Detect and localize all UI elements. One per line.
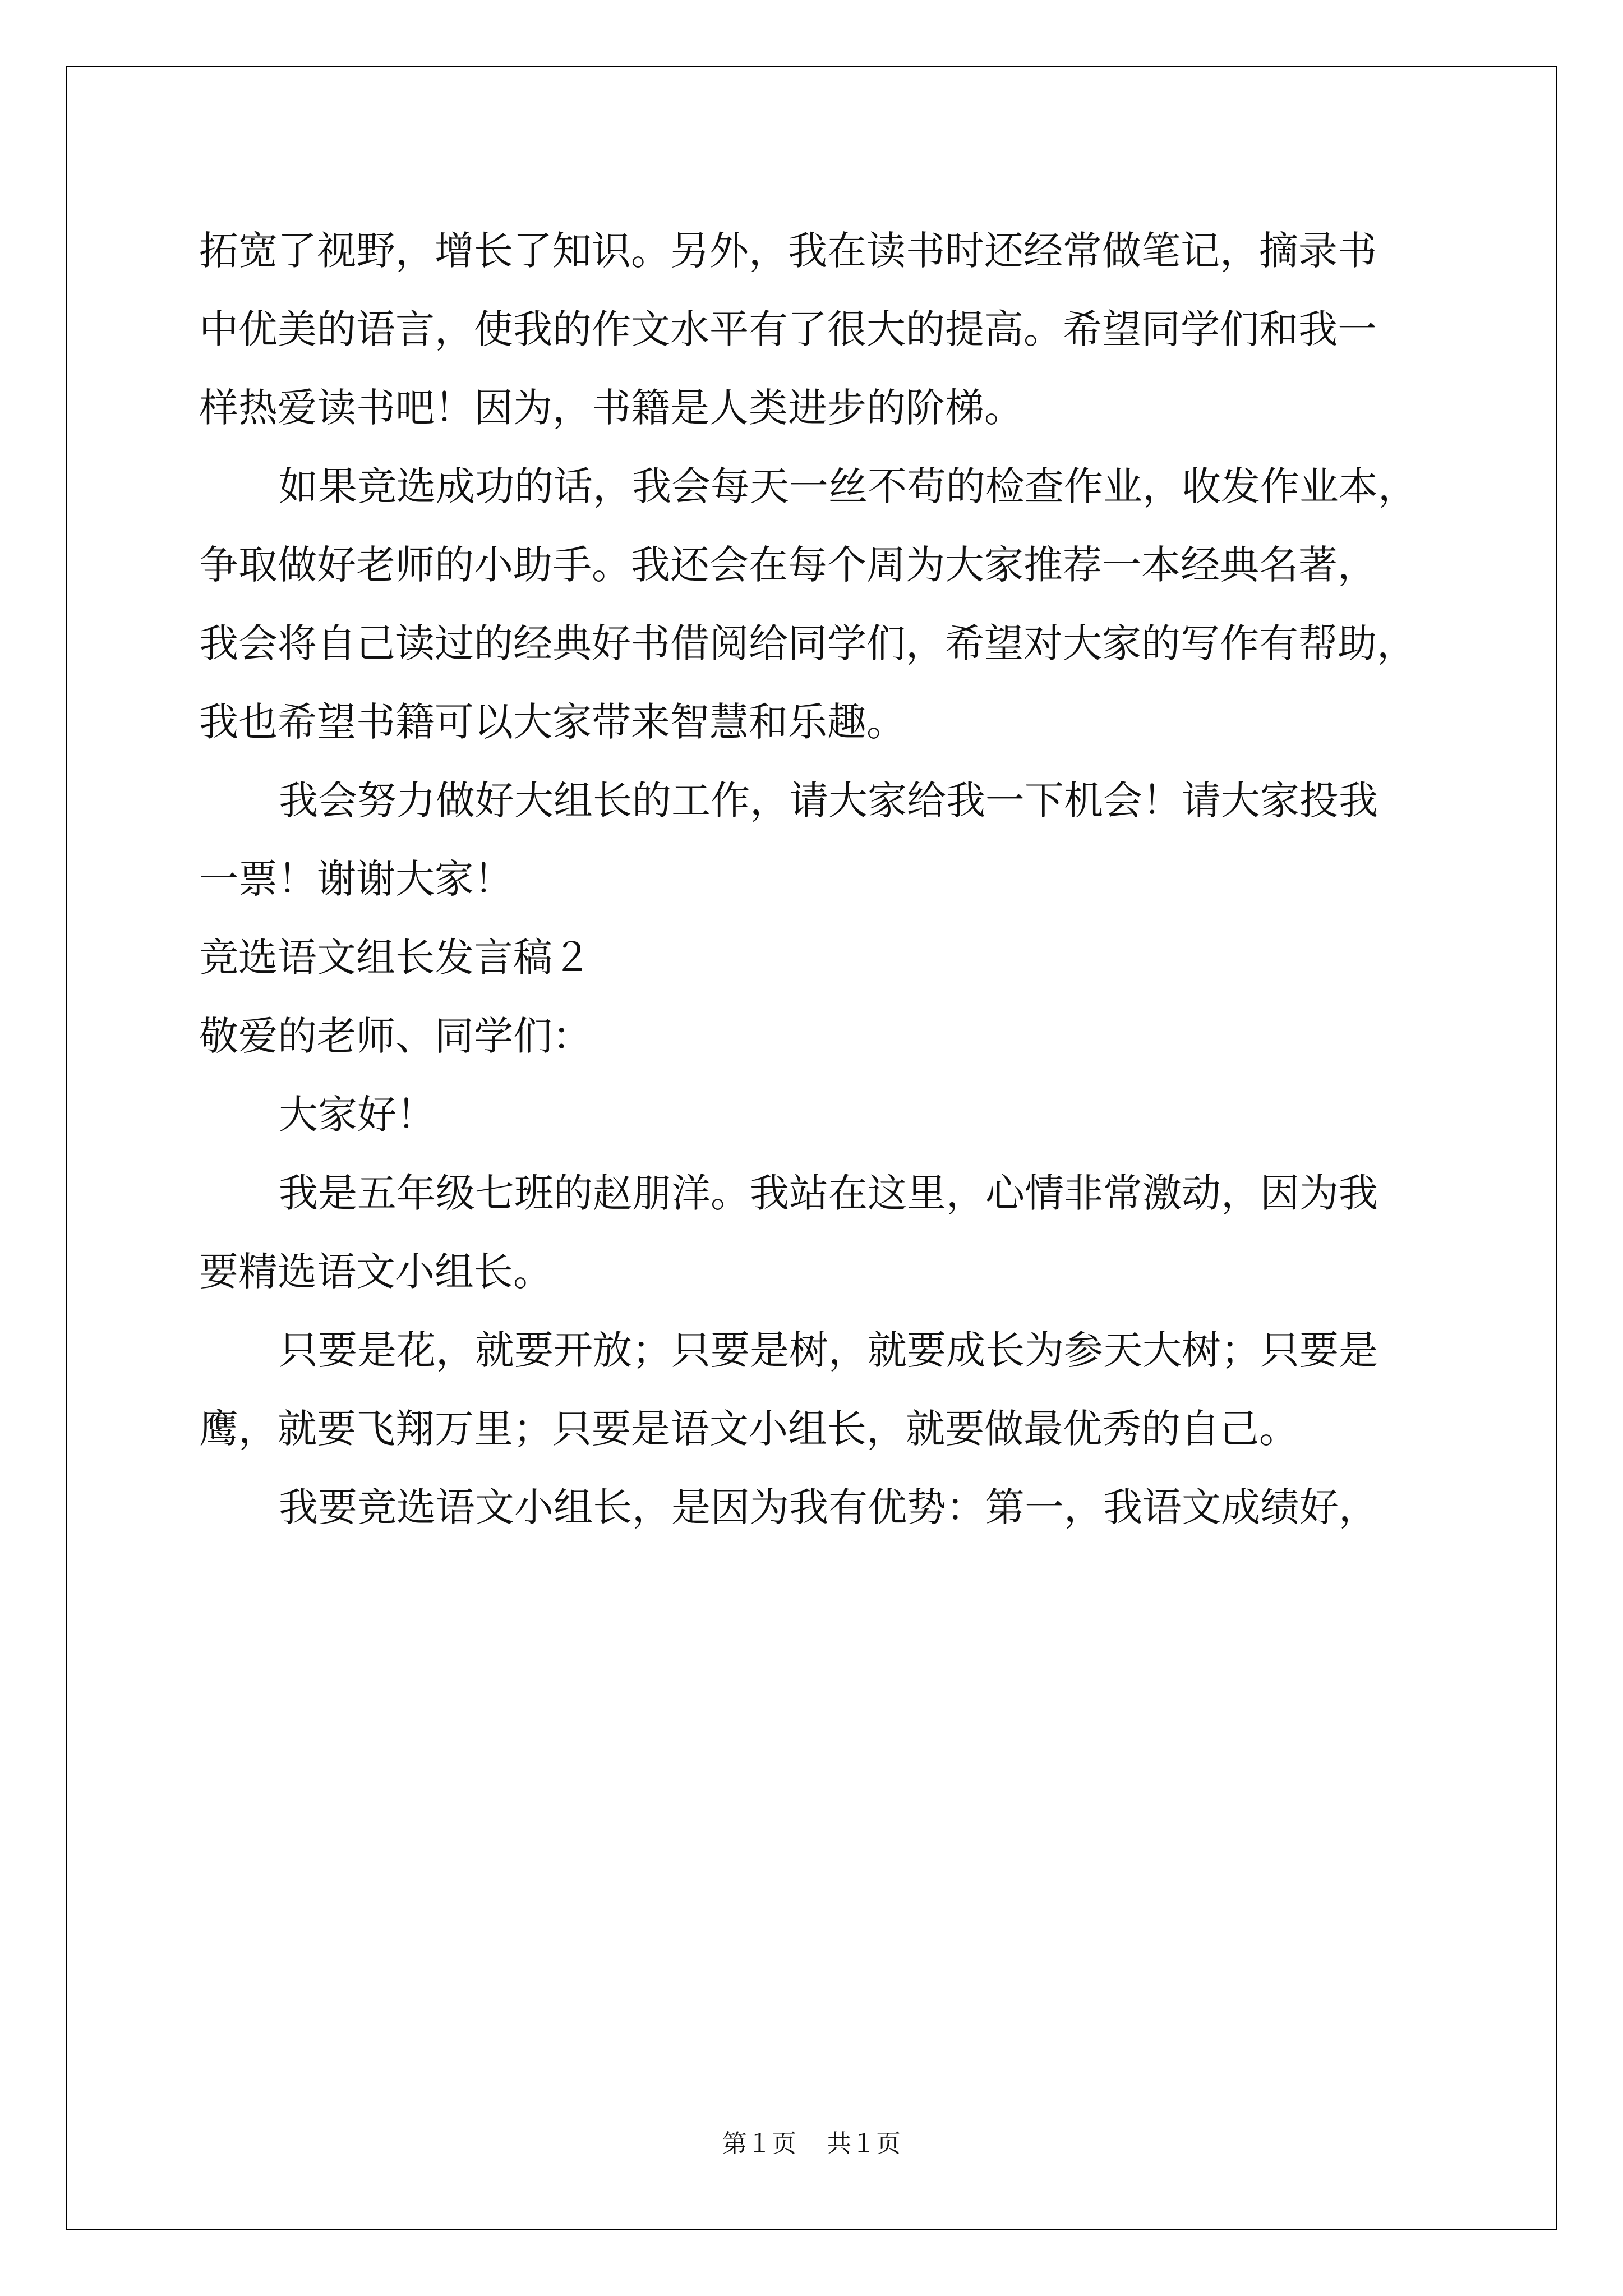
- body-line-9: 一票！谢谢大家！: [199, 856, 513, 902]
- body-line-13: 我是五年级七班的赵朋洋。我站在这里，心情非常激动，因为我: [279, 1170, 1378, 1216]
- body-line-3: 样热爱读书吧！因为，书籍是人类进步的阶梯。: [199, 385, 1023, 431]
- body-line-1: 拓宽了视野，增长了知识。另外，我在读书时还经常做笔记，摘录书: [199, 228, 1377, 274]
- body-line-6: 我会将自己读过的经典好书借阅给同学们，希望对大家的写作有帮助，: [199, 620, 1416, 666]
- section-title: 竞选语文组长发言稿２: [199, 935, 592, 981]
- greeting: 大家好！: [279, 1092, 436, 1138]
- page-number-current: 第１页: [722, 2129, 796, 2158]
- body-line-2: 中优美的语言，使我的作文水平有了很大的提高。希望同学们和我一: [199, 306, 1377, 352]
- body-line-15: 只要是花，就要开放；只要是树，就要成长为参天大树；只要是: [279, 1327, 1378, 1373]
- body-line-4: 如果竞选成功的话，我会每天一丝不苟的检查作业，收发作业本，: [279, 463, 1417, 509]
- body-line-14: 要精选语文小组长。: [199, 1249, 552, 1295]
- body-line-16: 鹰，就要飞翔万里；只要是语文小组长，就要做最优秀的自己。: [199, 1406, 1298, 1452]
- salutation: 敬爱的老师、同学们：: [199, 1013, 592, 1059]
- body-line-7: 我也希望书籍可以大家带来智慧和乐趣。: [199, 699, 906, 745]
- body-line-8: 我会努力做好大组长的工作，请大家给我一下机会！请大家投我: [279, 777, 1378, 823]
- body-line-5: 争取做好老师的小助手。我还会在每个周为大家推荐一本经典名著，: [199, 542, 1377, 588]
- page-number-total: 共１页: [827, 2129, 901, 2158]
- page-footer: [0, 2129, 1623, 2158]
- body-line-17: 我要竞选语文小组长，是因为我有优势：第一，我语文成绩好，: [279, 1484, 1378, 1530]
